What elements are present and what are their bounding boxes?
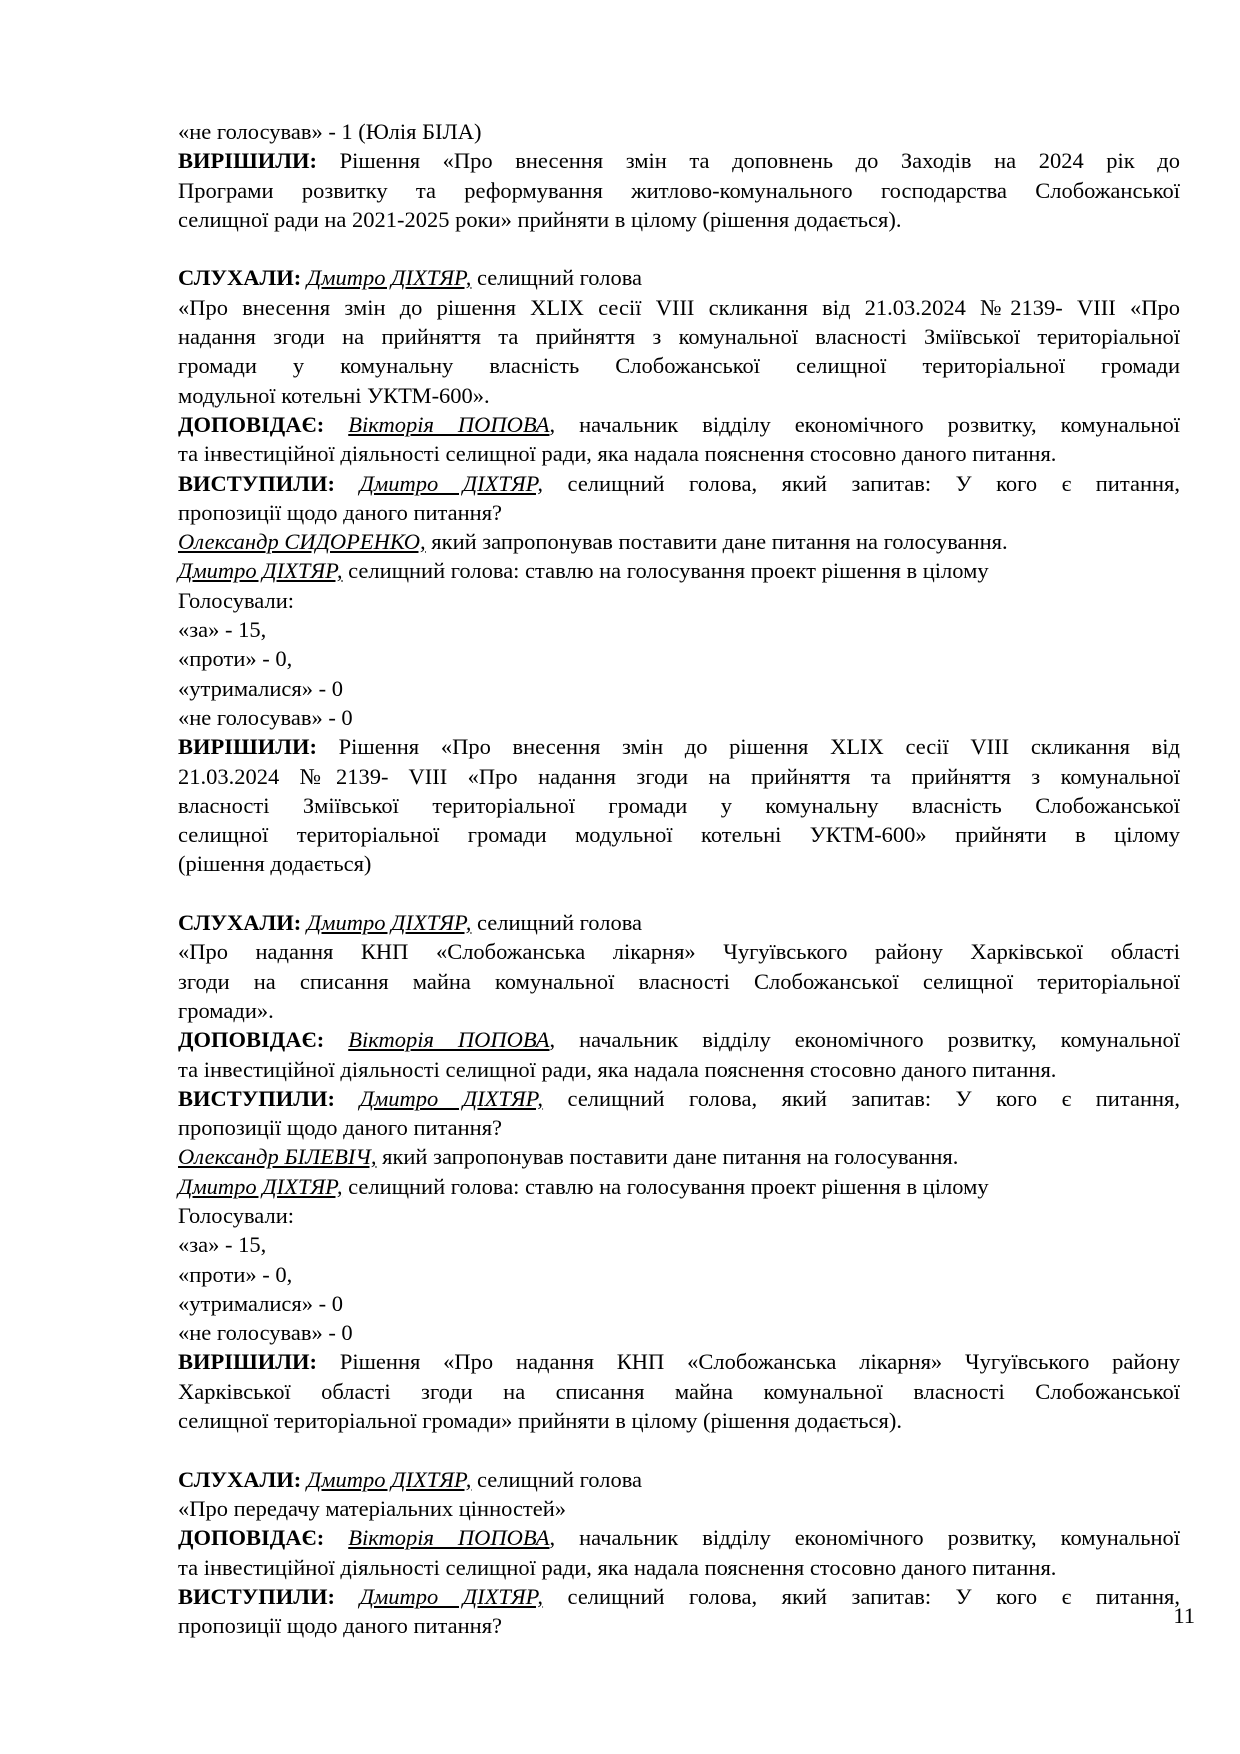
- text: «за» - 15,: [178, 617, 267, 643]
- decision-line: [178, 146, 1180, 175]
- decision-line: [178, 791, 1180, 820]
- speaker-name: Дмитро ДІХТЯР,: [359, 1085, 544, 1111]
- reporter-line: [178, 1025, 1180, 1054]
- agenda-line: [178, 293, 1180, 322]
- agenda-line: [178, 996, 1180, 1025]
- reporter-line: [178, 1055, 1180, 1084]
- text: громади у комунальну власність Слобожанської селищної територіальної громади: [178, 353, 1180, 379]
- agenda-line: [178, 322, 1180, 351]
- vote-title: [178, 586, 1180, 615]
- text: та інвестиційної діяльності селищної ради, яка надала пояснення стосовно даного питання.: [178, 1056, 1057, 1082]
- decision-line: [178, 732, 1180, 761]
- decision-line: [178, 176, 1180, 205]
- speaker-name: Дмитро ДІХТЯР,: [178, 1173, 343, 1199]
- speakers-line: [178, 1084, 1180, 1113]
- speakers-line: [178, 469, 1180, 498]
- vote-title: [178, 1201, 1180, 1230]
- text: селищної територіальної громади модульної котельні УКТМ-600» прийняти в цілому: [178, 822, 1180, 848]
- speaker-name: Дмитро ДІХТЯР,: [359, 470, 544, 496]
- heard-line: [178, 263, 1180, 292]
- text: селищний голова: [471, 1466, 643, 1492]
- vote-against: [178, 1260, 1180, 1289]
- text: , начальник відділу економічного розвитку, комунальної: [549, 1027, 1181, 1053]
- heard-label: СЛУХАЛИ:: [178, 910, 302, 936]
- vote-for: [178, 615, 1180, 644]
- text: «за» - 15,: [178, 1232, 267, 1258]
- vote-call-line: [178, 556, 1180, 585]
- speakers-label: ВИСТУПИЛИ:: [178, 1583, 336, 1609]
- text: селищний голова, який запитав: У кого є питання,: [543, 1085, 1181, 1111]
- speakers-line: [178, 1113, 1180, 1142]
- agenda-line: [178, 351, 1180, 380]
- heard-line: [178, 1465, 1180, 1494]
- speaker-name: Дмитро ДІХТЯР,: [306, 1466, 472, 1492]
- text: пропозиції щодо даного питання?: [178, 1115, 503, 1141]
- decision-line: [178, 1406, 1180, 1435]
- vote-call-line: [178, 1172, 1180, 1201]
- text: «Про передачу матеріальних цінностей»: [178, 1495, 567, 1521]
- vote-abstained: [178, 674, 1180, 703]
- text: пропозиції щодо даного питання?: [178, 1613, 503, 1639]
- text: «не голосував» - 0: [178, 1320, 353, 1346]
- text: Програми розвитку та реформування житлово-комунального господарства Слобожанської: [178, 177, 1180, 203]
- text: громади».: [178, 997, 274, 1023]
- heard-line: [178, 908, 1180, 937]
- reporter-line: [178, 1523, 1180, 1552]
- agenda-line: [178, 1494, 1180, 1523]
- text: селищний голова: ставлю на голосування проект рішення в цілому: [342, 1173, 989, 1199]
- text: 21.03.2024 №2139- VIII «Про надання згоди на прийняття та прийняття з комунальної: [178, 763, 1180, 789]
- text: Рішення «Про внесення змін та доповнень до Заходів на 2024 рік до: [316, 148, 1180, 174]
- reporter-line: [178, 1553, 1180, 1582]
- spacer: [178, 879, 1180, 908]
- text: Голосували:: [178, 587, 294, 613]
- text: модульної котельні УКТМ-600».: [178, 382, 490, 408]
- decision-line: [178, 849, 1180, 878]
- decision-line: [178, 1347, 1180, 1376]
- decided-label: ВИРІШИЛИ:: [178, 734, 317, 760]
- text: Голосували:: [178, 1202, 294, 1228]
- reporter-label: ДОПОВІДАЄ:: [178, 1027, 325, 1053]
- text: селищний голова: [471, 910, 643, 936]
- speakers-label: ВИСТУПИЛИ:: [178, 1085, 336, 1111]
- text: «Про надання КНП «Слобожанська лікарня» Чугуївського району Харківської області: [178, 939, 1180, 965]
- reporter-name: Вікторія ПОПОВА: [348, 411, 550, 437]
- text: «Про внесення змін до рішення XLIX сесії VIII скликання від 21.03.2024 №2139- VIII «Про: [178, 294, 1180, 320]
- speakers-line: [178, 1582, 1180, 1611]
- text: селищний голова: ставлю на голосування проект рішення в цілому: [342, 558, 989, 584]
- text: селищний голова, який запитав: У кого є питання,: [543, 1583, 1181, 1609]
- text: «проти» - 0,: [178, 1261, 293, 1287]
- vote-for: [178, 1230, 1180, 1259]
- agenda-line: [178, 937, 1180, 966]
- text: пропозиції щодо даного питання?: [178, 499, 503, 525]
- vote-abstained: [178, 1289, 1180, 1318]
- vote-not-voted: [178, 703, 1180, 732]
- speaker-name: Олександр СИДОРЕНКО,: [178, 529, 426, 555]
- reporter-line: [178, 439, 1180, 468]
- proposal-line: [178, 1142, 1180, 1171]
- speaker-name: Олександр БІЛЕВІЧ,: [178, 1144, 377, 1170]
- speakers-line: [178, 1611, 1180, 1640]
- text: та інвестиційної діяльності селищної ради, яка надала пояснення стосовно даного питання.: [178, 441, 1057, 467]
- speakers-line: [178, 498, 1180, 527]
- text: згоди на списання майна комунальної власності Слобожанської селищної територіальної: [178, 968, 1180, 994]
- text: «проти» - 0,: [178, 646, 293, 672]
- document-body: [178, 117, 1180, 1640]
- text: «не голосував» - 0: [178, 704, 353, 730]
- text: «не голосував» - 1 (Юлія БІЛА): [178, 119, 482, 144]
- vote-not-voted: [178, 1318, 1180, 1347]
- reporter-label: ДОПОВІДАЄ:: [178, 411, 325, 437]
- text: Рішення «Про внесення змін до рішення XLIX сесії VIII скликання від: [316, 734, 1180, 760]
- text: надання згоди на прийняття та прийняття з комунальної власності Зміївської територіальної: [178, 324, 1180, 350]
- speaker-name: Дмитро ДІХТЯР,: [178, 558, 343, 584]
- spacer: [178, 234, 1180, 263]
- reporter-label: ДОПОВІДАЄ:: [178, 1525, 325, 1551]
- speaker-name: Дмитро ДІХТЯР,: [306, 265, 472, 291]
- text: Рішення «Про надання КНП «Слобожанська лікарня» Чугуївського району: [316, 1349, 1180, 1375]
- text: та інвестиційної діяльності селищної ради, яка надала пояснення стосовно даного питання.: [178, 1554, 1057, 1580]
- decision-line: [178, 205, 1180, 234]
- text: «утрималися» - 0: [178, 1290, 344, 1316]
- speaker-name: Дмитро ДІХТЯР,: [359, 1583, 544, 1609]
- spacer: [178, 1435, 1180, 1464]
- text: , начальник відділу економічного розвитку, комунальної: [549, 411, 1181, 437]
- text: власності Зміївської територіальної громади у комунальну власність Слобожанської: [178, 792, 1180, 818]
- text: який запропонував поставити дане питання на голосування.: [376, 1144, 959, 1170]
- text: селищний голова: [471, 265, 643, 291]
- vote-not-voted: [178, 117, 1180, 146]
- reporter-line: [178, 410, 1180, 439]
- speakers-label: ВИСТУПИЛИ:: [178, 470, 336, 496]
- decided-label: ВИРІШИЛИ:: [178, 1349, 317, 1375]
- heard-label: СЛУХАЛИ:: [178, 1466, 302, 1492]
- speaker-name: Дмитро ДІХТЯР,: [306, 910, 472, 936]
- decision-line: [178, 762, 1180, 791]
- text: селищної територіальної громади» прийняти в цілому (рішення додається).: [178, 1408, 902, 1434]
- heard-label: СЛУХАЛИ:: [178, 265, 302, 291]
- text: (рішення додається): [178, 851, 372, 877]
- proposal-line: [178, 527, 1180, 556]
- reporter-name: Вікторія ПОПОВА: [348, 1525, 550, 1551]
- text: селищний голова, який запитав: У кого є питання,: [543, 470, 1181, 496]
- text: , начальник відділу економічного розвитку, комунальної: [549, 1525, 1181, 1551]
- text: селищної ради на 2021-2025 роки» прийняти в цілому (рішення додається).: [178, 206, 902, 232]
- vote-against: [178, 644, 1180, 673]
- agenda-line: [178, 381, 1180, 410]
- text: «утрималися» - 0: [178, 675, 344, 701]
- decided-label: ВИРІШИЛИ:: [178, 148, 317, 174]
- decision-line: [178, 1377, 1180, 1406]
- text: який запропонував поставити дане питання на голосування.: [425, 529, 1008, 555]
- page-number: 11: [1173, 1603, 1195, 1628]
- reporter-name: Вікторія ПОПОВА: [348, 1027, 550, 1053]
- text: Харківської області згоди на списання майна комунальної власності Слобожанської: [178, 1378, 1180, 1404]
- decision-line: [178, 820, 1180, 849]
- agenda-line: [178, 967, 1180, 996]
